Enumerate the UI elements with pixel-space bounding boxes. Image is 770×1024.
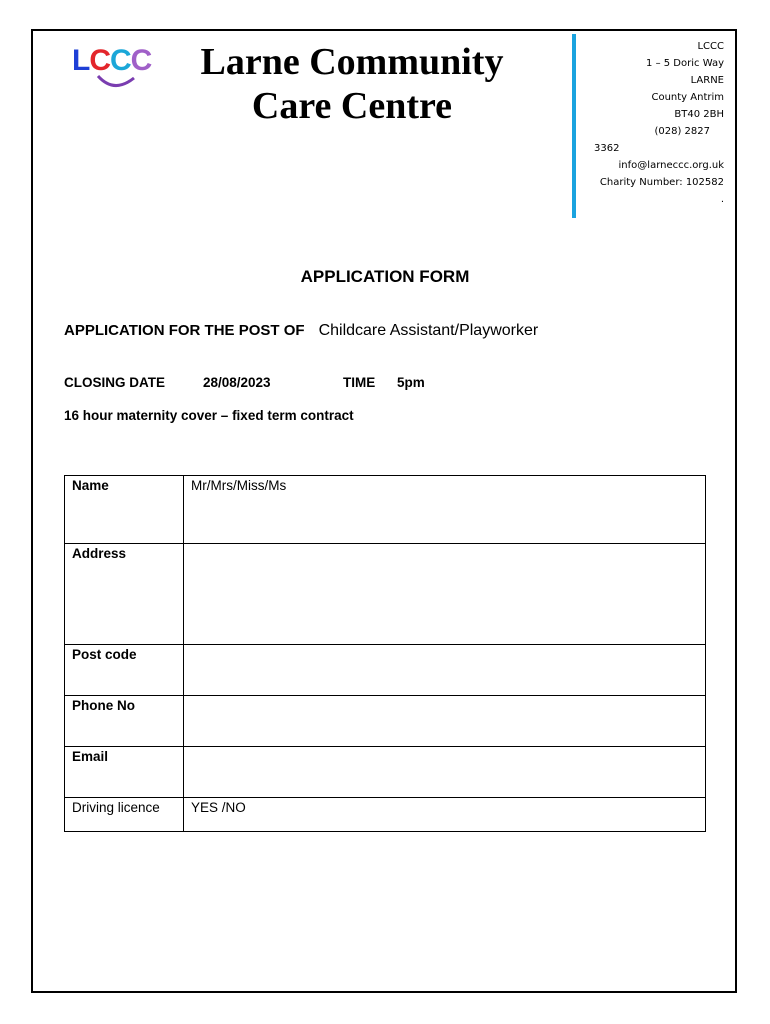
post-label: APPLICATION FOR THE POST OF	[64, 322, 305, 339]
postcode-field[interactable]	[184, 645, 706, 696]
address-line3: County Antrim	[651, 92, 724, 103]
address-dot: .	[720, 194, 724, 205]
address-email: info@larneccc.org.uk	[618, 160, 724, 171]
phone-label: Phone No	[65, 696, 184, 747]
address-phone-b: 3362	[594, 143, 620, 154]
logo-letter-c2: C	[110, 44, 131, 77]
logo-smile-icon	[72, 44, 164, 94]
lccc-logo	[72, 44, 164, 94]
org-name-line2: Care Centre	[251, 85, 453, 127]
closing-date: 28/08/2023	[203, 375, 271, 390]
address-line2: LARNE	[690, 75, 724, 86]
table-row	[65, 645, 706, 696]
table-row	[65, 798, 706, 832]
postcode-label: Post code	[65, 645, 184, 696]
table-row	[65, 747, 706, 798]
table-row	[65, 476, 706, 544]
address-postcode: BT40 2BH	[674, 109, 724, 120]
address-name: LCCC	[697, 41, 724, 52]
driving-licence-field[interactable]: YES /NO	[184, 798, 706, 832]
logo-letter-c1: C	[89, 44, 110, 77]
address-phone-a: (028) 2827	[654, 126, 710, 137]
email-field[interactable]	[184, 747, 706, 798]
form-title: APPLICATION FORM	[300, 267, 470, 286]
address-line1: 1 – 5 Doric Way	[646, 58, 724, 69]
contract-note: 16 hour maternity cover – fixed term contract	[64, 408, 354, 423]
post-value: Childcare Assistant/Playworker	[318, 322, 539, 339]
closing-label: CLOSING DATE	[64, 375, 165, 390]
header-divider	[572, 34, 576, 218]
time-value: 5pm	[397, 375, 425, 390]
table-row	[65, 544, 706, 645]
address-block	[588, 38, 724, 208]
time-label: TIME	[343, 375, 376, 390]
closing-line	[64, 375, 425, 390]
logo-letter-c3: C	[130, 44, 152, 77]
address-label: Address	[65, 544, 184, 645]
applicant-details-table	[64, 475, 706, 832]
organisation-name	[180, 40, 524, 128]
name-label: Name	[65, 476, 184, 544]
driving-licence-label: Driving licence	[65, 798, 184, 832]
address-charity: Charity Number: 102582	[599, 177, 724, 188]
logo-letter-l: L	[72, 44, 90, 77]
name-field[interactable]: Mr/Mrs/Miss/Ms	[184, 476, 706, 544]
post-line	[64, 322, 538, 340]
email-label: Email	[65, 747, 184, 798]
address-field[interactable]	[184, 544, 706, 645]
org-name-line1: Larne Community	[200, 41, 504, 83]
table-row	[65, 696, 706, 747]
phone-field[interactable]	[184, 696, 706, 747]
